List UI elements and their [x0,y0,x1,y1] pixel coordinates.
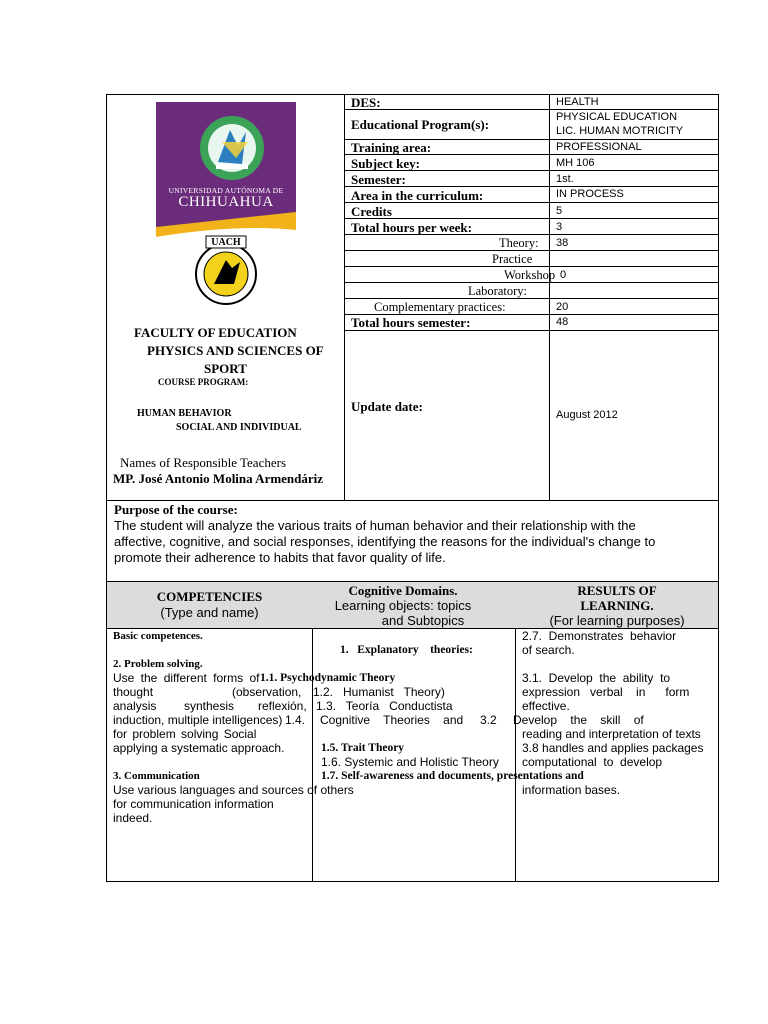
topic-1-2: 1.2. Humanist Theory) [313,685,445,699]
results-subheader: (For learning purposes) [549,613,685,628]
credits-label: Credits [351,204,392,219]
comm-line3: indeed. [113,811,153,825]
semester-value: 1st. [556,173,574,185]
row-line [344,298,719,299]
hours-semester-label: Total hours semester: [351,315,471,330]
program-value-1: PHYSICAL EDUCATION [556,111,678,123]
cognitive-subheader-1: Learning objects: topics [334,598,472,613]
subject-value: MH 106 [556,157,595,169]
teacher-name: MP. José Antonio Molina Armendáriz [113,471,324,486]
topic-1-6: 1.6. Systemic and Holistic Theory [321,755,499,769]
semester-label: Semester: [351,172,406,187]
row-line [344,109,719,110]
ps-line5: for problem solving Social [113,727,257,741]
program-label: Educational Program(s): [351,117,490,132]
ps-line3a: analysis [113,699,157,713]
workshop-label: Workshop [504,268,556,282]
topic-1-5: 1.5. Trait Theory [321,742,405,754]
topic-1-1: 1.1. Psychodynamic Theory [260,672,396,684]
faculty-line1: FACULTY OF EDUCATION [134,325,297,340]
teachers-label: Names of Responsible Teachers [120,455,286,470]
competencies-subheader: (Type and name) [160,605,259,620]
row-line [344,218,719,219]
result-3-8c: information bases. [522,783,621,797]
faculty-line2: PHYSICS AND SCIENCES OF [147,343,324,358]
comm-line2: for communication information [113,797,274,811]
topic-1-4b: Cognitive Theories and [320,713,464,727]
practice-label: Practice [492,252,533,266]
cognitive-header: Cognitive Domains. [348,583,458,598]
result-3-1c: effective. [522,699,570,713]
des-value: HEALTH [556,96,599,108]
comm-line1: Use various languages and sources of others [113,783,354,797]
result-3-2a: 3.2 [480,713,497,727]
ps-line6: applying a systematic approach. [113,741,285,755]
logo-university-big: CHIHUAHUA [178,194,274,210]
complementary-value: 20 [556,301,569,313]
des-label: DES: [351,95,381,110]
logo-university-small: UNIVERSIDAD AUTÓNOMA DE [168,186,284,195]
ps-line1: Use the different forms of [113,671,260,685]
topic-1-3: 1.3. Teoría Conductista [316,699,453,713]
results-header-2: LEARNING. [580,598,654,613]
problem-solving-title: 2. Problem solving. [113,658,203,670]
training-label: Training area: [351,140,432,155]
purpose-top-border [106,500,719,501]
update-value: August 2012 [556,409,618,421]
training-value: PROFESSIONAL [556,141,642,153]
purpose-line3: promote their adherence to habits that favor quality of life. [114,550,446,565]
result-3-8b: computational to develop [522,755,663,769]
result-3-1b: expression verbal in form [522,685,690,699]
workshop-value: 0 [560,269,567,281]
ps-line2b: (observation, [232,685,302,699]
communication-title: 3. Communication [113,770,200,782]
logo-seal-text: UACH [211,237,241,248]
result-3-1a: 3.1. Develop the ability to [522,671,671,685]
laboratory-label: Laboratory: [468,284,528,298]
row-line [344,330,719,331]
update-label: Update date: [351,399,423,414]
topic-1-7: 1.7. Self-awareness and documents, presentations and [321,770,584,782]
program-value-2: LIC. HUMAN MOTRICITY [556,125,684,137]
basic-competences: Basic competences. [113,630,203,642]
result-3-8a: 3.8 handles and applies packages [522,741,704,755]
credits-value: 5 [556,205,563,217]
course-program-label: COURSE PROGRAM: [158,377,249,387]
ps-line3c: reflexión, [258,699,307,713]
results-header-1: RESULTS OF [577,583,657,598]
result-3-2c: reading and interpretation of texts [522,727,701,741]
topic-1-4a: 1.4. [285,713,306,727]
theory-label: Theory: [499,236,539,250]
topic-1: 1. Explanatory theories: [340,644,473,656]
ps-line4: induction, multiple intelligences) [113,713,283,727]
purpose-title: Purpose of the course: [114,502,238,517]
cognitive-subheader-2: and Subtopics [381,613,465,628]
result-2-7b: of search. [522,643,575,657]
subject-label: Subject key: [351,156,420,171]
area-label: Area in the curriculum: [351,188,484,203]
area-value: IN PROCESS [556,188,624,200]
course-name-line1: HUMAN BEHAVIOR [137,408,232,419]
ps-line3b: synthesis [184,699,235,713]
purpose-line2: affective, cognitive, and social responses, identifying the reasons for the individual's change to [114,534,656,549]
ps-line2a: thought [113,685,154,699]
hours-week-value: 3 [556,221,563,233]
result-2-7a: 2.7. Demonstrates behavior [522,629,677,643]
faculty-line3: SPORT [204,361,247,376]
complementary-label: Complementary practices: [374,300,506,314]
course-name-line2: SOCIAL AND INDIVIDUAL [176,422,302,433]
hours-semester-value: 48 [556,316,569,328]
result-3-2b: Develop the skill of [513,713,644,727]
theory-value: 38 [556,237,569,249]
hours-week-label: Total hours per week: [351,220,472,235]
purpose-line1: The student will analyze the various traits of human behavior and their relationship with the [114,518,636,533]
competencies-header: COMPETENCIES [156,589,263,604]
